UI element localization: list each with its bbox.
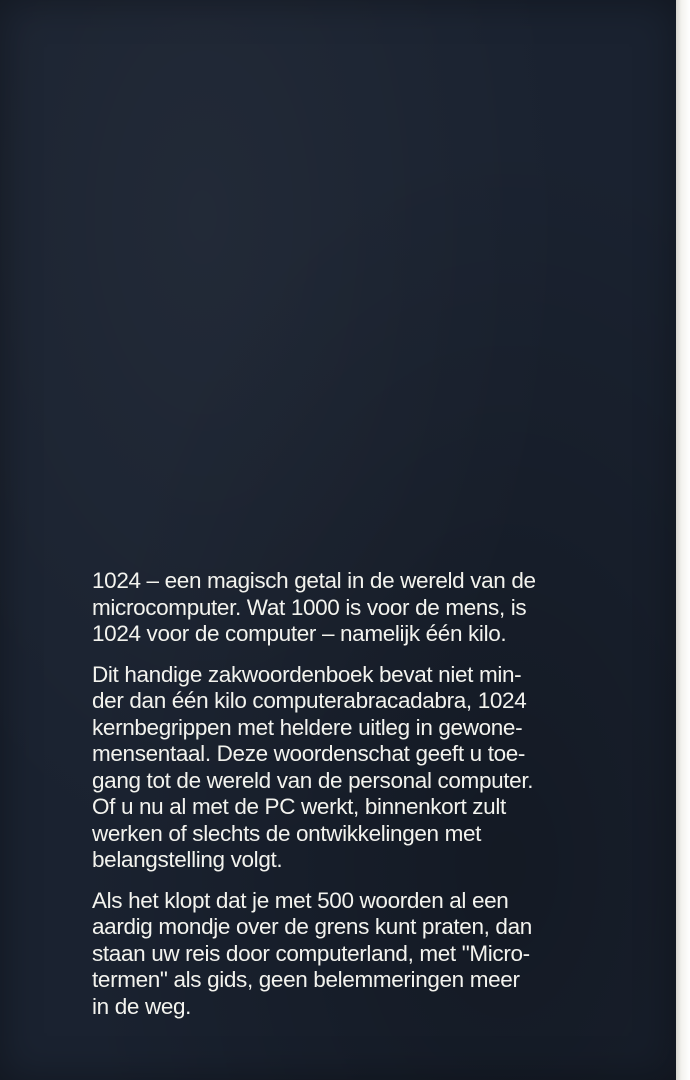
blurb-line: staan uw reis door computerland, met "Micro-: [92, 940, 530, 966]
blurb-line: microcomputer. Wat 1000 is voor de mens, is: [92, 594, 527, 620]
blurb-line: gang tot de wereld van de personal computer.: [92, 767, 534, 793]
blurb-paragraph-1: [92, 568, 612, 648]
blurb-line: aardig mondje over de grens kunt praten, dan: [92, 914, 532, 939]
blurb-line: in de weg.: [92, 993, 192, 1019]
blurb-line: belangstelling volgt.: [92, 847, 283, 872]
page-edge: [676, 0, 690, 1080]
blurb-line: termen" als gids, geen belemmeringen meer: [92, 967, 520, 992]
blurb-line: Of u nu al met de PC werkt, binnenkort zult: [92, 794, 506, 819]
blurb-paragraph-3: [92, 888, 612, 1021]
back-cover-blurb: [92, 568, 612, 1034]
blurb-paragraph-2: [92, 662, 612, 874]
blurb-line: 1024 voor de computer – namelijk één kilo.: [92, 621, 507, 646]
blurb-line: werken of slechts de ontwikkelingen met: [92, 820, 482, 846]
blurb-line: kernbegrippen met heldere uitleg in gewone-: [92, 714, 523, 740]
blurb-line: Als het klopt dat je met 500 woorden al een: [92, 887, 509, 913]
blurb-line: der dan één kilo computerabracadabra, 1024: [92, 688, 527, 713]
blurb-line: mensentaal. Deze woordenschat geeft u toe-: [92, 741, 526, 766]
blurb-line: 1024 – een magisch getal in de wereld van de: [92, 568, 536, 593]
blurb-line: Dit handige zakwoordenboek bevat niet min-: [92, 661, 522, 687]
